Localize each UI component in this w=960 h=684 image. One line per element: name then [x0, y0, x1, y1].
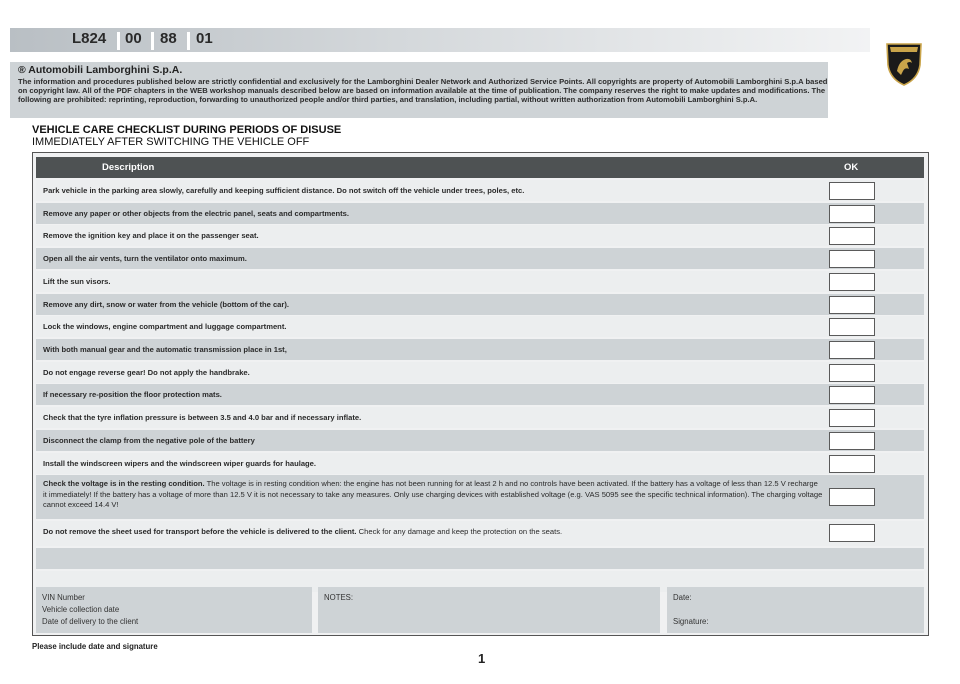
ok-checkbox[interactable] — [829, 386, 875, 404]
vin-number-label: VIN Number — [42, 593, 85, 602]
row-description: If necessary re-position the floor protection mats. — [43, 390, 222, 400]
row-description: Open all the air vents, turn the ventilator onto maximum. — [43, 254, 247, 264]
row-description: Remove any dirt, snow or water from the vehicle (bottom of the car). — [43, 299, 289, 309]
table-header — [36, 157, 924, 178]
table-row — [36, 203, 924, 224]
row-description — [43, 527, 823, 537]
table-row — [36, 521, 924, 546]
ok-checkbox[interactable] — [829, 364, 875, 382]
code-part-2: 00 — [125, 30, 142, 47]
row-description: Do not engage reverse gear! Do not apply the handbrake. — [43, 367, 250, 377]
table-row — [36, 407, 924, 428]
date-signature-box[interactable] — [667, 587, 924, 633]
signature-label: Signature: — [673, 617, 709, 626]
table-row — [36, 453, 924, 474]
vehicle-info-box — [36, 587, 312, 633]
document-code-bar — [10, 28, 870, 52]
notes-label: NOTES: — [324, 593, 354, 602]
ok-checkbox[interactable] — [829, 296, 875, 314]
code-part-4: 01 — [196, 30, 213, 47]
code-separator — [117, 32, 120, 50]
row-description: Lift the sun visors. — [43, 276, 111, 286]
table-row — [36, 180, 924, 201]
table-row — [36, 294, 924, 315]
table-row — [36, 248, 924, 269]
notes-box[interactable] — [318, 587, 660, 633]
row-description-detail: Check for any damage and keep the protection on the seats. — [356, 527, 563, 537]
ok-checkbox[interactable] — [829, 250, 875, 268]
table-row — [36, 316, 924, 337]
table-row — [36, 384, 924, 405]
ok-checkbox[interactable] — [829, 227, 875, 245]
document-title: VEHICLE CARE CHECKLIST DURING PERIODS OF DISUSE — [32, 124, 342, 136]
row-description: Lock the windows, engine compartment and luggage compartment. — [43, 322, 287, 332]
code-part-3: 88 — [160, 30, 177, 47]
ok-checkbox[interactable] — [829, 432, 875, 450]
page-number: 1 — [478, 651, 486, 666]
copyright-text: The information and procedures published below are strictly confidential and exclusively for the Lamborghini Dealer Network and Authorized Service Points. All copyrights are property of Automobili Lamborghini S.p.A based on copyright law. All of the PDF chapters in the WEB workshop manuals described below are based on information available at the time of publication. The company reserves the right to make updates and modifications. The following are prohibited: reprinting, reproduction, forwarding to unauthorized people and/or third parties, and translation, including partial, without written authorization from Automobili Lamborghini S.p.A. — [18, 77, 828, 105]
blank-row — [36, 548, 924, 569]
row-description-detail: The voltage is in resting condition when: the engine has not been running for at least 2 h and no controls have been activated. If the battery has a voltage of less than 12.5 V recharge it immediately! If the battery has a voltage of more than 12.5 V it is not necessary to take any measures. Only use charging devices with established voltage (e.g. VAS 5095 see the specific technical information). The charging voltage cannot exceed 14.4 V! — [43, 479, 823, 510]
ok-checkbox[interactable] — [829, 205, 875, 223]
ok-checkbox[interactable] — [829, 318, 875, 336]
ok-checkbox[interactable] — [829, 182, 875, 200]
row-description — [43, 479, 823, 511]
row-description: Remove the ignition key and place it on the passenger seat. — [43, 231, 259, 241]
row-description: Remove any paper or other objects from the electric panel, seats and compartments. — [43, 208, 349, 218]
row-description-bold: Check the voltage is in the resting condition. — [43, 479, 205, 489]
column-header-ok: OK — [844, 162, 859, 173]
table-row — [36, 475, 924, 519]
table-row — [36, 430, 924, 451]
ok-checkbox[interactable] — [829, 524, 875, 542]
ok-checkbox[interactable] — [829, 455, 875, 473]
row-description: With both manual gear and the automatic transmission place in 1st, — [43, 345, 287, 355]
checklist-rows — [36, 180, 924, 593]
footer-note: Please include date and signature — [32, 642, 158, 651]
vehicle-collection-date-label: Vehicle collection date — [42, 605, 120, 614]
document-subtitle: IMMEDIATELY AFTER SWITCHING THE VEHICLE OFF — [32, 136, 310, 148]
table-row — [36, 271, 924, 292]
ok-checkbox[interactable] — [829, 273, 875, 291]
copyright-title: ® Automobili Lamborghini S.p.A. — [18, 64, 183, 76]
code-part-1: L824 — [72, 30, 107, 47]
row-description: Disconnect the clamp from the negative pole of the battery — [43, 435, 255, 445]
table-row — [36, 225, 924, 246]
table-row — [36, 362, 924, 383]
checklist-frame — [32, 152, 929, 636]
table-row — [36, 339, 924, 360]
row-description: Park vehicle in the parking area slowly, carefully and keeping sufficient distance. Do not switch off the vehicle under trees, poles, etc. — [43, 186, 525, 195]
delivery-date-label: Date of delivery to the client — [42, 617, 139, 626]
ok-checkbox[interactable] — [829, 488, 875, 506]
row-description: Check that the tyre inflation pressure is between 3.5 and 4.0 bar and if necessary inflate. — [43, 413, 362, 423]
copyright-notice — [10, 62, 828, 118]
row-description: Install the windscreen wipers and the windscreen wiper guards for haulage. — [43, 458, 317, 468]
lamborghini-logo-icon — [884, 41, 924, 87]
ok-checkbox[interactable] — [829, 409, 875, 427]
code-separator — [151, 32, 154, 50]
row-description-bold: Do not remove the sheet used for transport before the vehicle is delivered to the client. — [43, 527, 357, 537]
code-separator — [187, 32, 190, 50]
date-label: Date: — [673, 593, 692, 602]
column-header-description: Description — [102, 162, 155, 173]
ok-checkbox[interactable] — [829, 341, 875, 359]
